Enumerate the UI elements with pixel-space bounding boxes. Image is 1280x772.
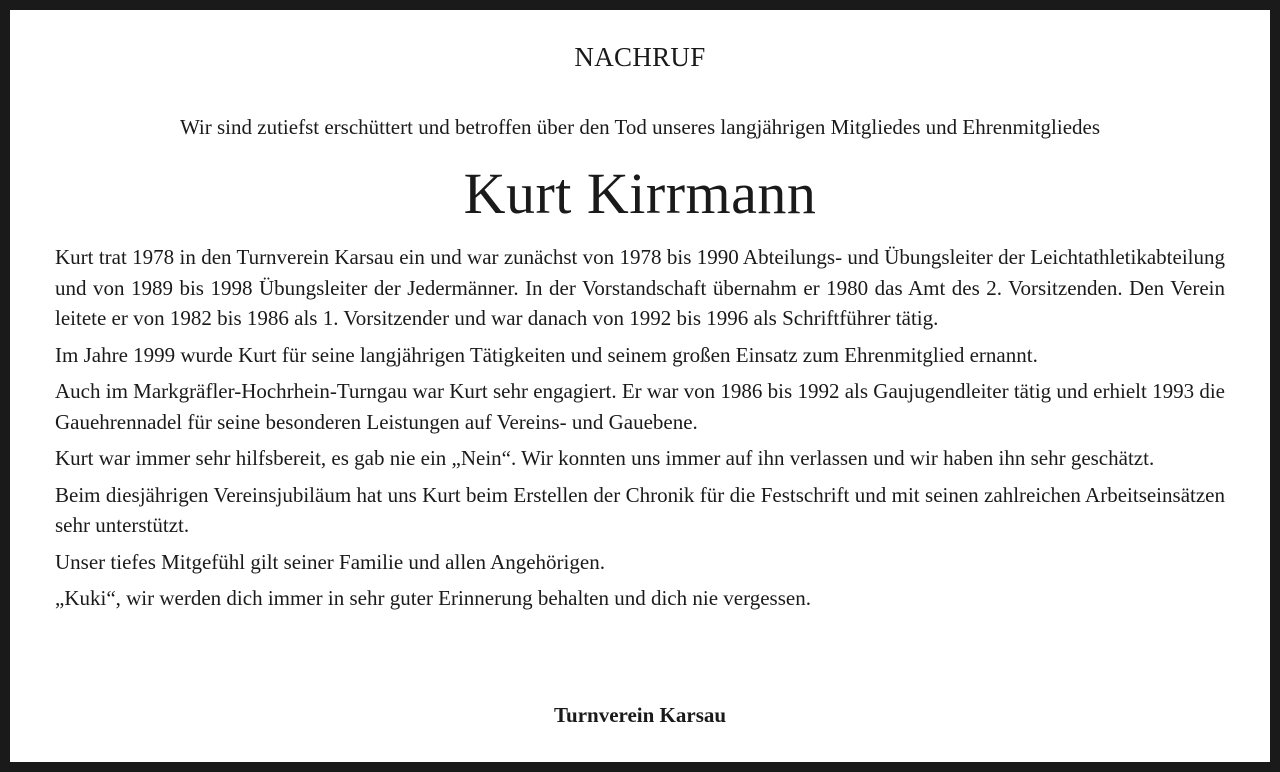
intro-line: Wir sind zutiefst erschüttert und betroffen über den Tod unseres langjährigen Mitgliedes und Ehrenmitgliedes [179, 115, 1101, 139]
paragraph-helpful: Kurt war immer sehr hilfsbereit, es gab nie ein „Nein“. Wir konnten uns immer auf ihn verlassen und wir haben ihn sehr geschätzt. [55, 446, 1155, 470]
signature: Turnverein Karsau [553, 703, 727, 727]
paragraph-jubilee: Beim diesjährigen Vereinsjubiläum hat uns Kurt beim Erstellen der Chronik für die Festschrift und mit seinen zahlreichen Arbeitseinsätzen sehr unterstützt. [55, 482, 1225, 537]
paragraph-career: Kurt trat 1978 in den Turnverein Karsau ein und war zunächst von 1978 bis 1990 Abteilungs- und Übungsleiter der Leichtathletikabteilung und von 1989 bis 1998 Übungsleiter der Jedermänner. In der Vorstandschaft übernahm er 1980 das Amt des 2. Vorsitzenden. Den Verein leitete er von 1982 bis 1986 als 1. Vorsitzender und war danach von 1992 bis 1996 als Schriftführer tätig. [55, 245, 1225, 330]
notice-heading: NACHRUF [574, 42, 706, 72]
paragraph-honorary: Im Jahre 1999 wurde Kurt für seine langjährigen Tätigkeiten und seinem großen Einsatz zum Ehrenmitglied ernannt. [55, 342, 1038, 367]
paragraph-farewell: „Kuki“, wir werden dich immer in sehr guter Erinnerung behalten und dich nie vergessen. [55, 586, 811, 610]
obituary-notice [10, 10, 1270, 762]
deceased-name: Kurt Kirrmann [463, 161, 817, 226]
paragraph-condolence: Unser tiefes Mitgefühl gilt seiner Familie und allen Angehörigen. [55, 549, 605, 574]
obituary-body [55, 242, 1225, 620]
paragraph-turngau: Auch im Markgräfler-Hochrhein-Turngau war Kurt sehr engagiert. Er war von 1986 bis 1992 als Gaujugendleiter tätig und erhielt 1993 die Gauehrennadel für seine besonderen Leistungen auf Vereins- und Gauebene. [55, 379, 1225, 434]
